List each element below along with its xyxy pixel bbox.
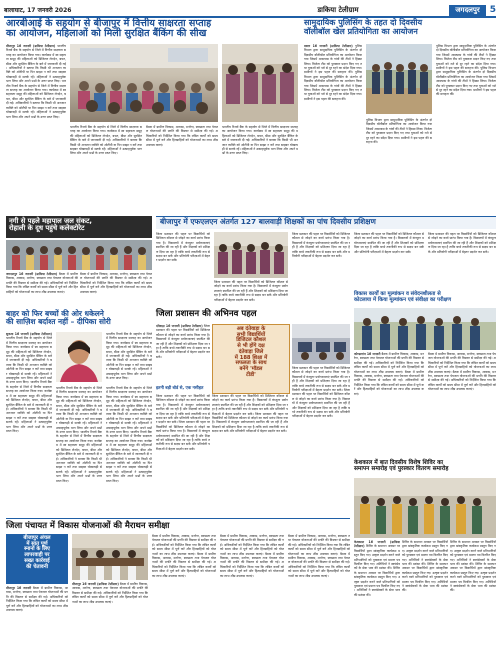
story4-text-2: भारतीय रिजर्व बैंक के सहयोग से जिले में वित्तीय साक्षरता सप्ताह का आयोजन किया गया। कार्यक्रम में स्व सहायता समूह की महिलाओं को डिजिटल लेनदेन, बचत, बीमा और सुरक्षित बैंकिंग के बारे में जानकारी दी गई। अधिकारियों ने बताया कि किसी भी अनजान व्यक्ति को ओटीपी या पिन साझा न करें तथा साइबर धोखाधड़ी से सतर्क रहें। महिलाओं ने उत्साहपूर्वक भाग लिया और अपने प्रश्नों के उत्तर प्राप्त किए। bbox=[106, 332, 152, 381]
story6-headline: विकास कार्यों का मूल्यांकन व संवेदनशीलता से कोटलाया में किया मूल्यांकन एवं संवीक्षा का परीक्षण bbox=[354, 291, 452, 303]
fln-banner: बीजापुर में एफएलएन अंतर्गत 127 बालवाड़ी शिक्षकों का पांच दिवसीय प्रशिक्षण bbox=[156, 216, 496, 229]
fln-text-4: जिला प्रशासन की पहल पर विद्यार्थियों को डिजिटल कौशल से जोड़ने का कार्य प्रारंभ किया गया है। विद्यालयों में कंप्यूटर प्रयोगशालाएं स्थापित की जा रही हैं और शिक्षकों को प्रशिक्षण दिया जा रहा है ताकि बच्चे तकनीकी रूप से सक्षम बन सकें और प्रतियोगी परीक्षाओं में बेहतर प्रदर्शन कर सकें। bbox=[354, 232, 424, 254]
story5-headline: जिला प्रशासन की अभिनव पहल bbox=[156, 309, 257, 319]
camp-scene bbox=[354, 478, 496, 538]
story8-headline: जिला पंचायत में विकास योजनाओं की मैराथन समीक्षा bbox=[6, 518, 350, 530]
classroom-scene bbox=[292, 324, 350, 364]
story5-text-3: जिला प्रशासन की पहल पर विद्यार्थियों को डिजिटल कौशल से जोड़ने का कार्य प्रारंभ किया गया है। विद्यालयों में कंप्यूटर प्रयोगशालाएं स्थापित की जा रही हैं और शिक्षकों को प्रशिक्षण दिया जा रहा है ताकि बच्चे तकनीकी रूप से सक्षम बन सकें और प्रतियोगी परीक्षाओं में बेहतर प्रदर्शन कर सकें। जिला प्रशासन की पहल पर विद्यार्थियों को डिजिटल कौशल से जोड़ने का कार्य प्रारंभ किया गया है। विद्यालयों में कंप्यूटर प्रयोगशालाएं स्थापित की जा रही हैं और शिक्षकों को प्रशिक्षण दिया जा रहा है ताकि बच्चे तकनीकी रूप से सक्षम बन सकें और प्रतियोगी परीक्षाओं में बेहतर प्रदर्शन कर सकें। bbox=[212, 394, 288, 434]
masthead bbox=[4, 4, 496, 18]
story1-text-2: भारतीय रिजर्व बैंक के सहयोग से जिले में वित्तीय साक्षरता सप्ताह का आयोजन किया गया। कार्यक्रम में स्व सहायता समूह की महिलाओं को डिजिटल लेनदेन, बचत, बीमा और सुरक्षित बैंकिंग के बारे में जानकारी दी गई। अधिकारियों ने बताया कि किसी भी अनजान व्यक्ति को ओटीपी या पिन साझा न करें तथा साइबर धोखाधड़ी से सतर्क रहें। महिलाओं ने उत्साहपूर्वक भाग लिया और अपने प्रश्नों के उत्तर प्राप्त किए। bbox=[70, 125, 142, 156]
story4-text-4: भारतीय रिजर्व बैंक के सहयोग से जिले में वित्तीय साक्षरता सप्ताह का आयोजन किया गया। कार्यक्रम में स्व सहायता समूह की महिलाओं को डिजिटल लेनदेन, बचत, बीमा और सुरक्षित बैंकिंग के बारे में जानकारी दी गई। अधिकारियों ने बताया कि किसी भी अनजान व्यक्ति को ओटीपी या पिन साझा न करें तथा साइबर धोखाधड़ी से सतर्क रहें। महिलाओं ने उत्साहपूर्वक भाग लिया और अपने प्रश्नों के उत्तर प्राप्त किए। भारतीय रिजर्व बैंक के सहयोग से जिले में वित्तीय साक्षरता सप्ताह का आयोजन किया गया। कार्यक्रम में स्व सहायता समूह की महिलाओं को डिजिटल लेनदेन, बचत, बीमा और सुरक्षित बैंकिंग के बारे में जानकारी दी गई। अधिकारियों ने बताया कि किसी भी अनजान व्यक्ति को ओटीपी या पिन साझा न करें तथा साइबर धोखाधड़ी से सतर्क रहें। महिलाओं ने उत्साहपूर्वक भाग लिया और अपने प्रश्नों के उत्तर प्राप्त किए। bbox=[106, 386, 152, 483]
meeting-scene bbox=[70, 44, 218, 122]
story6-text-2: बैठक में ग्रामीण विकास, आवास, मनरेगा, स्वच्छता तथा पेयजल योजनाओं की प्रगति की विस्तार से समीक्षा की गई। अधिकारियों को निर्देशित किया गया कि लंबित कार्यों को समय सीमा में पूर्ण करें और हितग्राहियों को योजनाओं का लाभ शीघ्र उपलब्ध कराएं। बैठक में ग्रामीण विकास, आवास, मनरेगा, स्वच्छता तथा पेयजल योजनाओं की प्रगति की विस्तार से समीक्षा की गई। अधिकारियों को निर्देशित किया गया कि लंबित कार्यों को समय सीमा में पूर्ण करें और हितग्राहियों को योजनाओं का लाभ शीघ्र उपलब्ध कराएं। bbox=[428, 352, 496, 392]
digital-class-photo bbox=[292, 324, 350, 364]
story2-headline: सामुदायिक पुलिसिंग के तहत दो दिवसीय वॉलीबॉल खेल प्रतियोगिता का आयोजन bbox=[304, 18, 423, 36]
story4-text-3: भारतीय रिजर्व बैंक के सहयोग से जिले में वित्तीय साक्षरता सप्ताह का आयोजन किया गया। कार्यक्रम में स्व सहायता समूह की महिलाओं को डिजिटल लेनदेन, बचत, बीमा और सुरक्षित बैंकिंग के बारे में जानकारी दी गई। अधिकारियों ने बताया कि किसी भी अनजान व्यक्ति को ओटीपी या पिन साझा न करें तथा साइबर धोखाधड़ी से सतर्क रहें। महिलाओं ने उत्साहपूर्वक भाग लिया और अपने प्रश्नों के उत्तर प्राप्त किए। भारतीय रिजर्व बैंक के सहयोग से जिले में वित्तीय साक्षरता सप्ताह का आयोजन किया गया। कार्यक्रम में स्व सहायता समूह की महिलाओं को डिजिटल लेनदेन, बचत, बीमा और सुरक्षित बैंकिंग के बारे में जानकारी दी गई। अधिकारियों ने बताया कि किसी भी अनजान व्यक्ति को ओटीपी या पिन साझा न करें तथा साइबर धोखाधड़ी से सतर्क रहें। महिलाओं ने उत्साहपूर्वक भाग लिया और अपने प्रश्नों के उत्तर प्राप्त किए। bbox=[56, 386, 102, 483]
story1-text-4: भारतीय रिजर्व बैंक के सहयोग से जिले में वित्तीय साक्षरता सप्ताह का आयोजन किया गया। कार्यक्रम में स्व सहायता समूह की महिलाओं को डिजिटल लेनदेन, बचत, बीमा और सुरक्षित बैंकिंग के बारे में जानकारी दी गई। अधिकारियों ने बताया कि किसी भी अनजान व्यक्ति को ओटीपी या पिन साझा न करें तथा साइबर धोखाधड़ी से सतर्क रहें। महिलाओं ने उत्साहपूर्वक भाग लिया और अपने प्रश्नों के उत्तर प्राप्त किए। bbox=[222, 125, 298, 156]
story1-headline: आरबीआई के सहयोग से बीजापुर में वित्तीय साक्षरता सप्ताह का आयोजन, महिलाओं को मिली सुरक्षित बैंकिंग की सीख bbox=[6, 18, 212, 40]
story7-headline: केशकाल में बात दिवसीय विशेष शिविर का समापन समारोह एवं पुरस्कार वितरण समारोह bbox=[354, 460, 449, 473]
volleyball-scene bbox=[366, 44, 432, 114]
crowd-scene bbox=[6, 240, 152, 270]
story4-subhead: इतनी बड़ी बोर्ड से, एक नसीहत bbox=[156, 385, 204, 390]
issue-date: बालाघाट, 17 जनवरी 2026 bbox=[4, 7, 72, 14]
story5-text-2: जिला प्रशासन की पहल पर विद्यार्थियों को डिजिटल कौशल से जोड़ने का कार्य प्रारंभ किया गया है। विद्यालयों में कंप्यूटर प्रयोगशालाएं स्थापित की जा रही हैं और शिक्षकों को प्रशिक्षण दिया जा रहा है ताकि बच्चे तकनीकी रूप से सक्षम बन सकें और प्रतियोगी परीक्षाओं में बेहतर प्रदर्शन कर सकें। जिला प्रशासन की पहल पर विद्यार्थियों को डिजिटल कौशल से जोड़ने का कार्य प्रारंभ किया गया है। विद्यालयों में कंप्यूटर प्रयोगशालाएं स्थापित की जा रही हैं और शिक्षकों को प्रशिक्षण दिया जा रहा है ताकि बच्चे तकनीकी रूप से सक्षम बन सकें और प्रतियोगी परीक्षाओं में बेहतर प्रदर्शन कर सकें। bbox=[156, 394, 210, 451]
story5-text-1: दंतेवाड़ा 16 जनवरी (डाकिया टेलीग्राम) जिला प्रशासन की पहल पर विद्यार्थियों को डिजिटल कौशल से जोड़ने का कार्य प्रारंभ किया गया है। विद्यालयों में कंप्यूटर प्रयोगशालाएं स्थापित की जा रही हैं और शिक्षकों को प्रशिक्षण दिया जा रहा है ताकि बच्चे तकनीकी रूप से सक्षम बन सकें और प्रतियोगी परीक्षाओं में बेहतर प्रदर्शन कर सकें। bbox=[156, 324, 210, 359]
story6-text-1: कोण्डागांव 16 जनवरी बैठक में ग्रामीण विकास, आवास, मनरेगा, स्वच्छता तथा पेयजल योजनाओं की प्रगति की विस्तार से समीक्षा की गई। अधिकारियों को निर्देशित किया गया कि लंबित कार्यों को समय सीमा में पूर्ण करें और हितग्राहियों को योजनाओं का लाभ शीघ्र उपलब्ध कराएं। बैठक में ग्रामीण विकास, आवास, मनरेगा, स्वच्छता तथा पेयजल योजनाओं की प्रगति की विस्तार से समीक्षा की गई। अधिकारियों को निर्देशित किया गया कि लंबित कार्यों को समय सीमा में पूर्ण करें और हितग्राहियों को योजनाओं का लाभ शीघ्र उपलब्ध कराएं। bbox=[354, 352, 424, 396]
story7-text-2: शिविर के समापन अवसर पर विद्यार्थियों द्वारा सांस्कृतिक कार्यक्रम प्रस्तुत किए गए। उत्कृष्ट प्रदर्शन करने वाले प्रतिभागियों को पुरस्कार एवं प्रमाण पत्र वितरित किए गए। अतिथियों ने स्वयंसेवकों के सेवा भाव की प्रशंसा की। शिविर के समापन अवसर पर विद्यार्थियों द्वारा सांस्कृतिक कार्यक्रम प्रस्तुत किए गए। उत्कृष्ट प्रदर्शन करने वाले प्रतिभागियों को पुरस्कार एवं प्रमाण पत्र वितरित किए गए। अतिथियों ने स्वयंसेवकों के सेवा भाव की प्रशंसा की। bbox=[402, 540, 448, 593]
story2-text-3: पुलिस विभाग द्वारा सामुदायिक पुलिसिंग के अंतर्गत दो दिवसीय वॉलीबॉल प्रतियोगिता का आयोजन किया गया जिसमें आसपास के गांवों की टीमों ने हिस्सा लिया। विजेता टीम को पुरस्कार प्रदान किए गए तथा युवाओं को नशे से दूर रहने का संदेश दिया गया। ग्रामीणों ने इस पहल की सराहना की। bbox=[366, 118, 432, 145]
story1-text: बीजापुर 16 जनवरी (डाकिया टेलीग्राम) भारतीय रिजर्व बैंक के सहयोग से जिले में वित्तीय साक्षरता सप्ताह का आयोजन किया गया। कार्यक्रम में स्व सहायता समूह की महिलाओं को डिजिटल लेनदेन, बचत, बीमा और सुरक्षित बैंकिंग के बारे में जानकारी दी गई। अधिकारियों ने बताया कि किसी भी अनजान व्यक्ति को ओटीपी या पिन साझा न करें तथा साइबर धोखाधड़ी से सतर्क रहें। महिलाओं ने उत्साहपूर्वक भाग लिया और अपने प्रश्नों के उत्तर प्राप्त किए। भारतीय रिजर्व बैंक के सहयोग से जिले में वित्तीय साक्षरता सप्ताह का आयोजन किया गया। कार्यक्रम में स्व सहायता समूह की महिलाओं को डिजिटल लेनदेन, बचत, बीमा और सुरक्षित बैंकिंग के बारे में जानकारी दी गई। अधिकारियों ने बताया कि किसी भी अनजान व्यक्ति को ओटीपी या पिन साझा न करें तथा साइबर धोखाधड़ी से सतर्क रहें। महिलाओं ने उत्साहपूर्वक भाग लिया और अपने प्रश्नों के उत्तर प्राप्त किए। bbox=[6, 44, 66, 119]
volleyball-photo bbox=[366, 44, 432, 114]
panchayat-meeting-photo bbox=[72, 534, 148, 580]
story4-text-1: सुकमा 16 जनवरी (डाकिया टेलीग्राम) भारतीय रिजर्व बैंक के सहयोग से जिले में वित्तीय साक्षरता सप्ताह का आयोजन किया गया। कार्यक्रम में स्व सहायता समूह की महिलाओं को डिजिटल लेनदेन, बचत, बीमा और सुरक्षित बैंकिंग के बारे में जानकारी दी गई। अधिकारियों ने बताया कि किसी भी अनजान व्यक्ति को ओटीपी या पिन साझा न करें तथा साइबर धोखाधड़ी से सतर्क रहें। महिलाओं ने उत्साहपूर्वक भाग लिया और अपने प्रश्नों के उत्तर प्राप्त किए। भारतीय रिजर्व बैंक के सहयोग से जिले में वित्तीय साक्षरता सप्ताह का आयोजन किया गया। कार्यक्रम में स्व सहायता समूह की महिलाओं को डिजिटल लेनदेन, बचत, बीमा और सुरक्षित बैंकिंग के बारे में जानकारी दी गई। अधिकारियों ने बताया कि किसी भी अनजान व्यक्ति को ओटीपी या पिन साझा न करें तथा साइबर धोखाधड़ी से सतर्क रहें। महिलाओं ने उत्साहपूर्वक भाग लिया और अपने प्रश्नों के उत्तर प्राप्त किए। bbox=[6, 332, 52, 433]
fln-text-3: जिला प्रशासन की पहल पर विद्यार्थियों को डिजिटल कौशल से जोड़ने का कार्य प्रारंभ किया गया है। विद्यालयों में कंप्यूटर प्रयोगशालाएं स्थापित की जा रही हैं और शिक्षकों को प्रशिक्षण दिया जा रहा है ताकि बच्चे तकनीकी रूप से सक्षम बन सकें और प्रतियोगी परीक्षाओं में बेहतर प्रदर्शन कर सकें। bbox=[292, 232, 350, 259]
paper-name: डाकिया टेलीग्राम bbox=[317, 5, 359, 14]
assessment-scene bbox=[354, 308, 496, 350]
story8-text-3: बैठक में ग्रामीण विकास, आवास, मनरेगा, स्वच्छता तथा पेयजल योजनाओं की प्रगति की विस्तार से समीक्षा की गई। अधिकारियों को निर्देशित किया गया कि लंबित कार्यों को समय सीमा में पूर्ण करें और हितग्राहियों को योजनाओं का लाभ शीघ्र उपलब्ध कराएं। बैठक में ग्रामीण विकास, आवास, मनरेगा, स्वच्छता तथा पेयजल योजनाओं की प्रगति की विस्तार से समीक्षा की गई। अधिकारियों को निर्देशित किया गया कि लंबित कार्यों को समय सीमा में पूर्ण करें और हितग्राहियों को योजनाओं का लाभ शीघ्र उपलब्ध कराएं। bbox=[220, 534, 284, 578]
deepika-sori-photo bbox=[56, 332, 102, 382]
story2-text-1: बस्तर 16 जनवरी (डाकिया टेलीग्राम) पुलिस विभाग द्वारा सामुदायिक पुलिसिंग के अंतर्गत दो दिवसीय वॉलीबॉल प्रतियोगिता का आयोजन किया गया जिसमें आसपास के गांवों की टीमों ने हिस्सा लिया। विजेता टीम को पुरस्कार प्रदान किए गए तथा युवाओं को नशे से दूर रहने का संदेश दिया गया। ग्रामीणों ने इस पहल की सराहना की। पुलिस विभाग द्वारा सामुदायिक पुलिसिंग के अंतर्गत दो दिवसीय वॉलीबॉल प्रतियोगिता का आयोजन किया गया जिसमें आसपास के गांवों की टीमों ने हिस्सा लिया। विजेता टीम को पुरस्कार प्रदान किए गए तथा युवाओं को नशे से दूर रहने का संदेश दिया गया। ग्रामीणों ने इस पहल की सराहना की। bbox=[304, 44, 362, 101]
story5-callout: अब दंतेवाड़ा के सभी विद्यार्थियों डिजिटल कौशल से भी होंगे दक्ष दंतेवाड़ा जिले में 188 शिक्षा में सफलता के साथ बनेंगे 'मॉडल टीडी' bbox=[212, 324, 290, 394]
audience-scene bbox=[222, 44, 298, 122]
story8-text-2: बैठक में ग्रामीण विकास, आवास, मनरेगा, स्वच्छता तथा पेयजल योजनाओं की प्रगति की विस्तार से समीक्षा की गई। अधिकारियों को निर्देशित किया गया कि लंबित कार्यों को समय सीमा में पूर्ण करें और हितग्राहियों को योजनाओं का लाभ शीघ्र उपलब्ध कराएं। बैठक में ग्रामीण विकास, आवास, मनरेगा, स्वच्छता तथा पेयजल योजनाओं की प्रगति की विस्तार से समीक्षा की गई। अधिकारियों को निर्देशित किया गया कि लंबित कार्यों को समय सीमा में पूर्ण करें और हितग्राहियों को योजनाओं का लाभ शीघ्र उपलब्ध कराएं। bbox=[152, 534, 216, 578]
story7-text-1: केशकाल 16 जनवरी (डाकिया टेलीग्राम) शिविर के समापन अवसर पर विद्यार्थियों द्वारा सांस्कृतिक कार्यक्रम प्रस्तुत किए गए। उत्कृष्ट प्रदर्शन करने वाले प्रतिभागियों को पुरस्कार एवं प्रमाण पत्र वितरित किए गए। अतिथियों ने स्वयंसेवकों के सेवा भाव की प्रशंसा की। शिविर के समापन अवसर पर विद्यार्थियों द्वारा सांस्कृतिक कार्यक्रम प्रस्तुत किए गए। उत्कृष्ट प्रदर्शन करने वाले प्रतिभागियों को पुरस्कार एवं प्रमाण पत्र वितरित किए गए। अतिथियों ने स्वयंसेवकों के सेवा भाव की प्रशंसा की। bbox=[354, 540, 400, 597]
story8-text-1: बीजापुर 16 जनवरी (डाकिया टेलीग्राम) बैठक में ग्रामीण विकास, आवास, मनरेगा, स्वच्छता तथा पेयजल योजनाओं की प्रगति की विस्तार से समीक्षा की गई। अधिकारियों को निर्देशित किया गया कि लंबित कार्यों को समय सीमा में पूर्ण करें और हितग्राहियों को योजनाओं का लाभ शीघ्र उपलब्ध कराएं। bbox=[72, 582, 148, 604]
training-scene bbox=[214, 232, 288, 278]
story4-headline: बाहर को फिर बच्चों की ओर धकेलने की साज़िश बर्दाश्त नहीं – दीपिका सोरी bbox=[6, 309, 111, 327]
story1-text-3: बैठक में ग्रामीण विकास, आवास, मनरेगा, स्वच्छता तथा पेयजल योजनाओं की प्रगति की विस्तार से समीक्षा की गई। अधिकारियों को निर्देशित किया गया कि लंबित कार्यों को समय सीमा में पूर्ण करें और हितग्राहियों को योजनाओं का लाभ शीघ्र उपलब्ध कराएं। bbox=[146, 125, 218, 147]
bank-meeting-photo bbox=[70, 44, 218, 122]
bank-audience-photo bbox=[222, 44, 298, 122]
story3-text-1: जगदलपुर 16 जनवरी (डाकिया टेलीग्राम) बैठक में ग्रामीण विकास, आवास, मनरेगा, स्वच्छता तथा पेयजल योजनाओं की प्रगति की विस्तार से समीक्षा की गई। अधिकारियों को निर्देशित किया गया कि लंबित कार्यों को समय सीमा में पूर्ण करें और हितग्राहियों को योजनाओं का लाभ शीघ्र उपलब्ध कराएं। bbox=[6, 272, 78, 294]
story5-text-4: जिला प्रशासन की पहल पर विद्यार्थियों को डिजिटल कौशल से जोड़ने का कार्य प्रारंभ किया गया है। विद्यालयों में कंप्यूटर प्रयोगशालाएं स्थापित की जा रही हैं और शिक्षकों को प्रशिक्षण दिया जा रहा है ताकि बच्चे तकनीकी रूप से सक्षम बन सकें और प्रतियोगी परीक्षाओं में बेहतर प्रदर्शन कर सकें। जिला प्रशासन की पहल पर विद्यार्थियों को डिजिटल कौशल से जोड़ने का कार्य प्रारंभ किया गया है। विद्यालयों में कंप्यूटर प्रयोगशालाएं स्थापित की जा रही हैं और शिक्षकों को प्रशिक्षण दिया जा रहा है ताकि बच्चे तकनीकी रूप से सक्षम बन सकें और प्रतियोगी परीक्षाओं में बेहतर प्रदर्शन कर सकें। bbox=[292, 366, 350, 419]
story3-headline-box: नगी से पहले महापाल जल संकट, रोहाली के दूध पहुंचे कलेक्टोरेट bbox=[6, 216, 152, 238]
city-label: जगदलपुर bbox=[449, 5, 485, 16]
camp-photo bbox=[354, 478, 496, 538]
fln-text-2: जिला प्रशासन की पहल पर विद्यार्थियों को डिजिटल कौशल से जोड़ने का कार्य प्रारंभ किया गया है। विद्यालयों में कंप्यूटर प्रयोगशालाएं स्थापित की जा रही हैं और शिक्षकों को प्रशिक्षण दिया जा रहा है ताकि बच्चे तकनीकी रूप से सक्षम बन सकें और प्रतियोगी परीक्षाओं में बेहतर प्रदर्शन कर सकें। bbox=[214, 280, 288, 302]
assessment-photo bbox=[354, 308, 496, 350]
fln-text-1: जिला प्रशासन की पहल पर विद्यार्थियों को डिजिटल कौशल से जोड़ने का कार्य प्रारंभ किया गया है। विद्यालयों में कंप्यूटर प्रयोगशालाएं स्थापित की जा रही हैं और शिक्षकों को प्रशिक्षण दिया जा रहा है ताकि बच्चे तकनीकी रूप से सक्षम बन सकें और प्रतियोगी परीक्षाओं में बेहतर प्रदर्शन कर सकें। bbox=[156, 232, 210, 263]
portrait bbox=[56, 332, 102, 382]
panchayat-scene bbox=[72, 534, 148, 580]
fln-text-5: जिला प्रशासन की पहल पर विद्यार्थियों को डिजिटल कौशल से जोड़ने का कार्य प्रारंभ किया गया है। विद्यालयों में कंप्यूटर प्रयोगशालाएं स्थापित की जा रही हैं और शिक्षकों को प्रशिक्षण दिया जा रहा है ताकि बच्चे तकनीकी रूप से सक्षम बन सकें और प्रतियोगी परीक्षाओं में बेहतर प्रदर्शन कर सकें। bbox=[428, 232, 496, 254]
masthead-right bbox=[449, 5, 496, 16]
protest-photo bbox=[6, 240, 152, 270]
story9-text: बीजापुर 16 जनवरी बैठक में ग्रामीण विकास, आवास, मनरेगा, स्वच्छता तथा पेयजल योजनाओं की प्रगति की विस्तार से समीक्षा की गई। अधिकारियों को निर्देशित किया गया कि लंबित कार्यों को समय सीमा में पूर्ण करें और हितग्राहियों को योजनाओं का लाभ शीघ्र उपलब्ध कराएं। bbox=[6, 586, 68, 613]
page-number: 5 bbox=[489, 5, 497, 15]
story3-text-2: बैठक में ग्रामीण विकास, आवास, मनरेगा, स्वच्छता तथा पेयजल योजनाओं की प्रगति की विस्तार से समीक्षा की गई। अधिकारियों को निर्देशित किया गया कि लंबित कार्यों को समय सीमा में पूर्ण करें और हितग्राहियों को योजनाओं का लाभ शीघ्र उपलब्ध कराएं। bbox=[80, 272, 152, 294]
story9-box: बीजापुर अंचल में सात पूर्ण स्नानों के लिए लापरवाही पर सख्त कार्रवाई की चेतावनी bbox=[6, 534, 68, 584]
story2-text-2: पुलिस विभाग द्वारा सामुदायिक पुलिसिंग के अंतर्गत दो दिवसीय वॉलीबॉल प्रतियोगिता का आयोजन किया गया जिसमें आसपास के गांवों की टीमों ने हिस्सा लिया। विजेता टीम को पुरस्कार प्रदान किए गए तथा युवाओं को नशे से दूर रहने का संदेश दिया गया। ग्रामीणों ने इस पहल की सराहना की। पुलिस विभाग द्वारा सामुदायिक पुलिसिंग के अंतर्गत दो दिवसीय वॉलीबॉल प्रतियोगिता का आयोजन किया गया जिसमें आसपास के गांवों की टीमों ने हिस्सा लिया। विजेता टीम को पुरस्कार प्रदान किए गए तथा युवाओं को नशे से दूर रहने का संदेश दिया गया। ग्रामीणों ने इस पहल की सराहना की। bbox=[436, 44, 496, 97]
story7-text-3: शिविर के समापन अवसर पर विद्यार्थियों द्वारा सांस्कृतिक कार्यक्रम प्रस्तुत किए गए। उत्कृष्ट प्रदर्शन करने वाले प्रतिभागियों को पुरस्कार एवं प्रमाण पत्र वितरित किए गए। अतिथियों ने स्वयंसेवकों के सेवा भाव की प्रशंसा की। शिविर के समापन अवसर पर विद्यार्थियों द्वारा सांस्कृतिक कार्यक्रम प्रस्तुत किए गए। उत्कृष्ट प्रदर्शन करने वाले प्रतिभागियों को पुरस्कार एवं प्रमाण पत्र वितरित किए गए। अतिथियों ने स्वयंसेवकों के सेवा भाव की प्रशंसा की। bbox=[450, 540, 496, 593]
story8-text-4: बैठक में ग्रामीण विकास, आवास, मनरेगा, स्वच्छता तथा पेयजल योजनाओं की प्रगति की विस्तार से समीक्षा की गई। अधिकारियों को निर्देशित किया गया कि लंबित कार्यों को समय सीमा में पूर्ण करें और हितग्राहियों को योजनाओं का लाभ शीघ्र उपलब्ध कराएं। बैठक में ग्रामीण विकास, आवास, मनरेगा, स्वच्छता तथा पेयजल योजनाओं की प्रगति की विस्तार से समीक्षा की गई। अधिकारियों को निर्देशित किया गया कि लंबित कार्यों को समय सीमा में पूर्ण करें और हितग्राहियों को योजनाओं का लाभ शीघ्र उपलब्ध कराएं। bbox=[288, 534, 350, 578]
fln-training-photo bbox=[214, 232, 288, 278]
